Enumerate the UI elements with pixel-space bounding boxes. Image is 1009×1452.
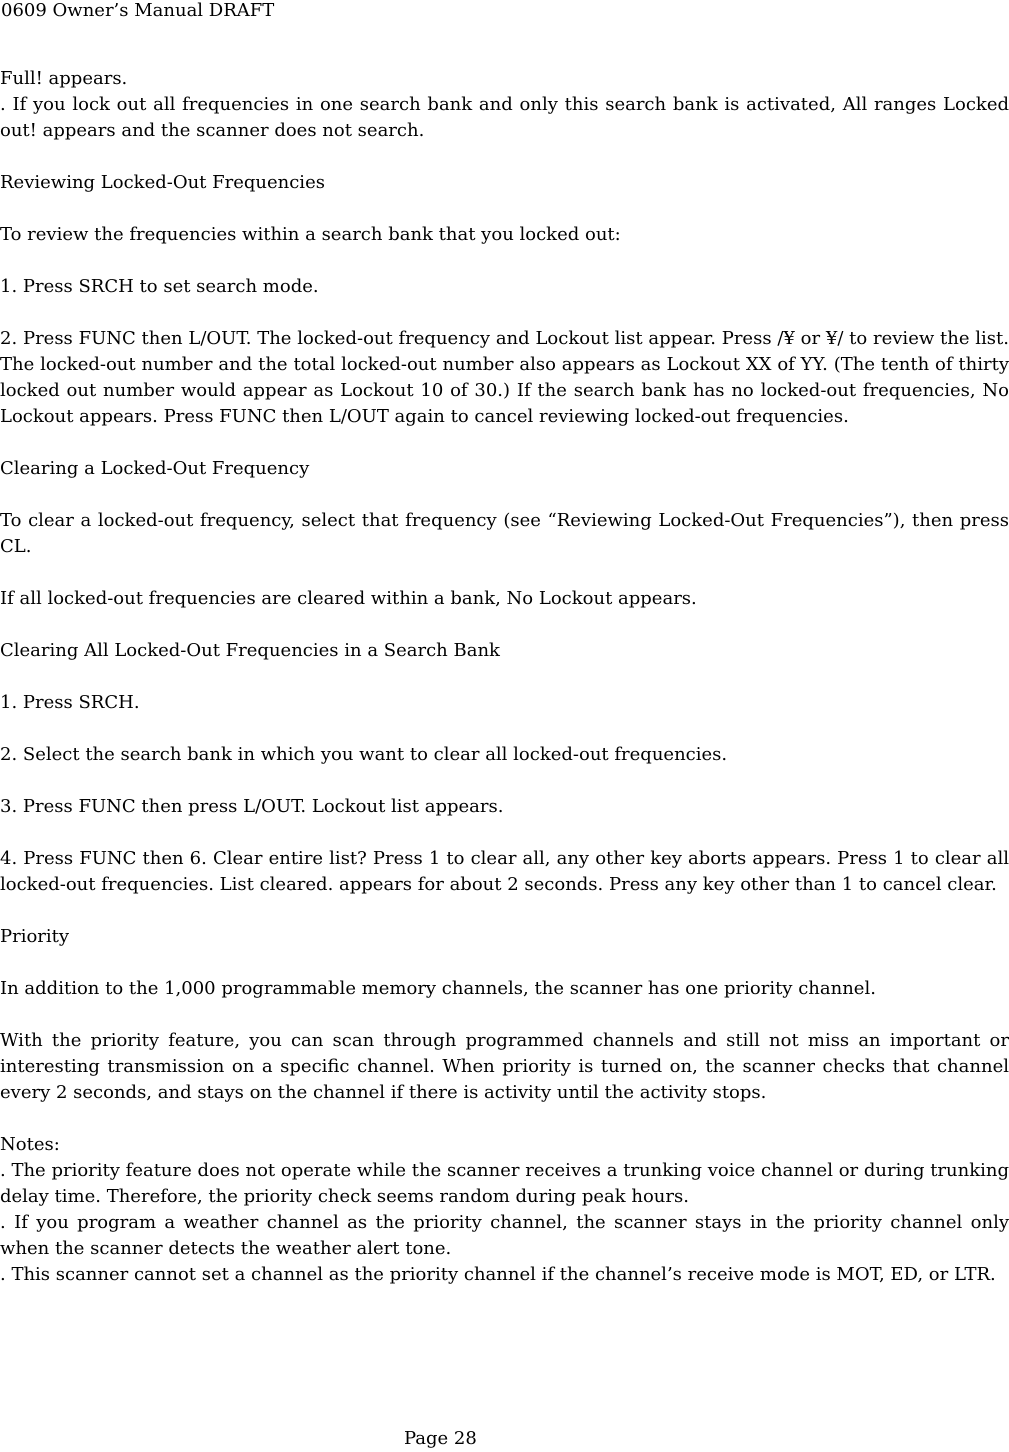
note-item: . The priority feature does not operate while the scanner receives a trunking voice channel or during trunking delay time. Therefore, the priority check seems random during peak hours.: [0, 1160, 1009, 1207]
step-item: 2. Select the search bank in which you want to clear all locked-out frequencies.: [0, 744, 728, 765]
note-item: . If you program a weather channel as the priority channel, the scanner stays in the priority channel only when the scanner detects the weather alert tone.: [0, 1212, 1009, 1259]
page-number: Page 28: [404, 1428, 477, 1449]
section-heading: Reviewing Locked-Out Frequencies: [0, 172, 325, 193]
paragraph: . If you lock out all frequencies in one search bank and only this search bank is activated, All ranges Locked out! appears and the scanner does not search.: [0, 94, 1009, 141]
paragraph: If all locked-out frequencies are cleared within a bank, No Lockout appears.: [0, 588, 697, 609]
paragraph: Full! appears.: [0, 68, 128, 89]
paragraph: With the priority feature, you can scan through programmed channels and still not miss an important or interesting transmission on a specific channel. When priority is turned on, the scanner checks that channel every 2 seconds, and stays on the channel if there is activity until the activity stops.: [0, 1030, 1009, 1103]
step-item: 1. Press SRCH to set search mode.: [0, 276, 319, 297]
step-item: 2. Press FUNC then L/OUT. The locked-out frequency and Lockout list appear. Press /¥ or ¥/ to review the list. The locked-out number and the total locked-out number also appears as Lockout XX of YY. (The tenth of thirty locked out number would appear as Lockout 10 of 30.) If the search bank has no locked-out frequencies, No Lockout appears. Press FUNC then L/OUT again to cancel reviewing locked-out frequencies.: [0, 328, 1009, 427]
step-item: 3. Press FUNC then press L/OUT. Lockout list appears.: [0, 796, 504, 817]
paragraph: To clear a locked-out frequency, select that frequency (see “Reviewing Locked-Out Frequencies”), then press CL.: [0, 510, 1009, 557]
paragraph: In addition to the 1,000 programmable memory channels, the scanner has one priority channel.: [0, 978, 876, 999]
paragraph: To review the frequencies within a search bank that you locked out:: [0, 224, 621, 245]
document-header: 0609 Owner’s Manual DRAFT: [1, 0, 275, 21]
section-heading: Clearing a Locked-Out Frequency: [0, 458, 310, 479]
notes-heading: Notes:: [0, 1134, 60, 1155]
section-heading: Priority: [0, 926, 70, 947]
step-item: 4. Press FUNC then 6. Clear entire list? Press 1 to clear all, any other key aborts appears. Press 1 to clear all locked-out frequencies. List cleared. appears for about 2 seconds. Press any key other than 1 to cancel clear.: [0, 848, 1009, 895]
section-heading: Clearing All Locked-Out Frequencies in a Search Bank: [0, 640, 500, 661]
step-item: 1. Press SRCH.: [0, 692, 140, 713]
document-body: [0, 66, 1009, 1288]
note-item: . This scanner cannot set a channel as the priority channel if the channel’s receive mode is MOT, ED, or LTR.: [0, 1264, 996, 1285]
